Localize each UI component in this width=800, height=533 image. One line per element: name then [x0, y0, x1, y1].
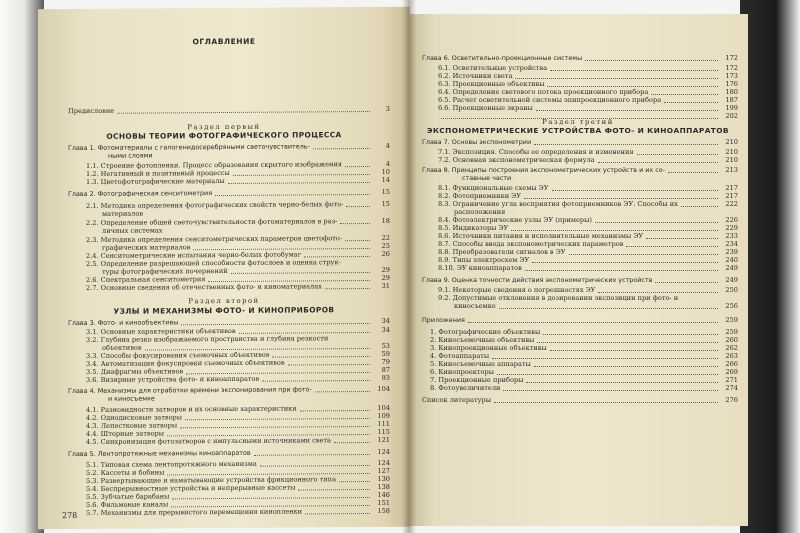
toc-entry: 8.10. ЭУ киноаппаратов: [438, 264, 522, 272]
toc-page-number: 239: [725, 248, 738, 256]
chapter-title: и киносъемке: [108, 394, 155, 403]
toc-page-number: 259: [725, 328, 738, 336]
toc-entry: 8.8. Преобразователи сигналов в ЭУ: [438, 248, 566, 256]
dot-leader: [262, 372, 370, 382]
toc-entry: 8. Фотоувеличители: [430, 384, 501, 392]
toc-page-number: 29: [381, 265, 390, 274]
toc-entry: 5.2. Кассеты и бобины: [86, 468, 165, 477]
dot-leader: [503, 382, 718, 391]
toc-page-number: 158: [377, 506, 390, 515]
toc-entry: 7.2. Основная экспонометрическая формула: [438, 156, 595, 164]
toc-page-number: 25: [381, 241, 390, 250]
toc-page-number: 213: [725, 166, 738, 174]
toc-entry: 8.1. Функциональные схемы ЭУ: [438, 184, 549, 192]
toc-page-number: 3: [385, 104, 390, 113]
toc-page-number: 260: [725, 336, 738, 344]
book-gutter: [402, 0, 416, 533]
chapter-title: Глава 1. Фотоматериалы с галогенидосеребряными светочувствитель-: [68, 142, 310, 153]
toc-entry: объективов: [102, 343, 142, 352]
toc-entry: Предисловие: [68, 106, 115, 116]
toc-page-number: 180: [725, 88, 738, 96]
part-title: ОСНОВЫ ТЕОРИИ ФОТОГРАФИЧЕСКОГО ПРОЦЕССА: [106, 130, 342, 141]
toc-page-number: 87: [381, 365, 390, 374]
toc-page-number: 210: [725, 138, 738, 146]
toc-page-number: 210: [725, 156, 738, 164]
toc-entry: 5.1. Типовая схема лентопротяжного механизма: [86, 459, 257, 469]
part-title: УЗЛЫ И МЕХАНИЗМЫ ФОТО- И КИНОПРИБОРОВ: [113, 305, 335, 316]
toc-entry: 6.6. Проекционные экраны: [438, 104, 533, 112]
chapter-title: ставные части: [462, 174, 512, 182]
toc-entry: 5.4. Беспрерывностные устройства и непрерывные кассеты: [86, 483, 296, 493]
toc-entry: 3.2. Глубина резко изображаемого пространства и глубина резкости: [86, 334, 329, 344]
toc-entry: 6. Кинопроекторы: [430, 368, 494, 376]
toc-entry: 3.3. Способы фокусирования съемочных объективов: [86, 350, 270, 360]
chapter-title: Глава 5. Лентопротяжные механизмы киноаппаратов: [68, 448, 251, 459]
toc-entry: 2.5. Определение разрешающей способности фотослоев и оценка струк-: [86, 258, 341, 268]
toc-entry: 6.1. Осветительные устройства: [438, 64, 548, 72]
toc-page-number: 26: [381, 249, 390, 258]
dot-leader: [228, 174, 370, 184]
toc-page-number: 263: [725, 352, 738, 360]
toc-entry: 3.1. Основные характеристики объективов: [86, 326, 236, 336]
toc-entry: 4.3. Лепестковые затворы: [86, 421, 178, 430]
toc-page-number: 269: [725, 368, 738, 376]
toc-page-number: 240: [725, 256, 738, 264]
toc-page-number: 115: [377, 427, 390, 436]
toc-entry: 5. Киносъемочные аппараты: [430, 360, 531, 368]
part-title: ЭКСПОНОМЕТРИЧЕСКИЕ УСТРОЙСТВА ФОТО- И КИНОАППАРАТОВ: [427, 126, 729, 135]
toc-page-number: 249: [725, 276, 738, 284]
toc-page-number: 18: [381, 216, 390, 225]
section-label: Раздел первый: [187, 122, 261, 132]
toc-page-number: 172: [725, 54, 738, 62]
toc-page-number: 234: [725, 240, 738, 248]
toc-entry: 8.7. Способы ввода экспонометрических параметров: [438, 240, 624, 248]
toc-entry: 5.3. Развертывающие и наматывающие устройства фрикционного типа: [86, 475, 336, 485]
dot-leader: [117, 103, 370, 114]
toc-page-number: 249: [725, 264, 738, 272]
toc-entry: 9.1. Некоторые сведения о погрешностях ЭУ: [438, 286, 596, 294]
toc-entry: 1.3. Цветофотографические материалы: [86, 176, 225, 186]
toc-entry: 9.2. Допустимые отклонения в дозировании экспозиции при фото- и: [438, 294, 679, 302]
dot-leader: [494, 394, 718, 403]
toc-entry: 2.7. Основные сведения об отечественных фото- и киноматериалах: [86, 282, 322, 292]
toc-page-number: 53: [381, 341, 390, 350]
toc-page-number: 79: [381, 357, 390, 366]
dot-leader: [598, 154, 718, 163]
toc-entry: 6.2. Источники света: [438, 72, 513, 80]
toc-entry: 8.4. Фотоэлектрические узлы ЭУ (примеры): [438, 216, 592, 224]
toc-page-number: 29: [381, 273, 390, 282]
toc-page-number: 109: [377, 411, 390, 420]
toc-entry: 4. Фотоаппараты: [430, 352, 490, 360]
toc-entry: 8.2. Фотоприемники ЭУ: [438, 192, 521, 200]
toc-entry: Список литературы: [422, 396, 491, 404]
dot-leader: [468, 314, 718, 323]
toc-page-number: 31: [381, 281, 390, 290]
toc-entry: 8.9. Типы электросхем ЭУ: [438, 256, 530, 264]
toc-page-number: 217: [725, 192, 738, 200]
chapter-title: ными слоями: [108, 151, 153, 160]
toc-page-number: 199: [725, 104, 738, 112]
dot-leader: [304, 248, 370, 257]
toc-page-number: 138: [377, 482, 390, 491]
toc-page-number: 127: [377, 466, 390, 475]
dot-leader: [334, 434, 370, 443]
toc-entry: туры фотографических почернений: [102, 266, 228, 276]
dot-leader: [655, 274, 718, 283]
toc-page-number: 93: [381, 373, 390, 382]
toc-entry: 4.2. Однодисковые затворы: [86, 413, 183, 422]
toc-page-number: 222: [725, 200, 738, 208]
toc-page-number: 10: [381, 167, 390, 176]
toc-page-number: 262: [725, 344, 738, 352]
toc-page-number: 176: [725, 80, 738, 88]
chapter-title: Глава 2. Фотографическая сенситометрия: [68, 189, 213, 199]
book-cover-right: [740, 0, 800, 533]
toc-page-number: 4: [385, 141, 390, 150]
dot-leader: [681, 198, 718, 207]
dot-leader: [254, 446, 370, 456]
toc-entry: 3.6. Визирные устройства фото- и киноаппаратов: [86, 374, 260, 384]
toc-page-number: 15: [381, 187, 390, 196]
left-page: [38, 7, 410, 530]
toc-entry: 2.6. Спектральная сенситометрия: [86, 275, 206, 284]
toc-page-number: 229: [725, 224, 738, 232]
toc-entry: 8.6. Источники питания и исполнительные механизмы ЭУ: [438, 232, 644, 240]
toc-entry: 2.4. Сенситометрические испытания черно-белых фотобумаг: [86, 250, 302, 260]
toc-entry: 1.1. Строение фотопленки. Процесс образования скрытого изображения: [86, 160, 342, 170]
toc-entry: 7. Проекционные приборы: [430, 376, 524, 384]
toc-page-number: 14: [381, 175, 390, 184]
toc-entry: 5.5. Зубчатые барабаны: [86, 492, 170, 501]
toc-entry: 2.1. Методика определения фотографических свойств черно-белых фото-: [86, 200, 344, 210]
toc-entry: 2.2. Определение общей светочувствительности фотоматериалов в раз-: [86, 217, 338, 227]
dot-leader: [315, 383, 370, 392]
toc-page-number: 124: [377, 458, 390, 467]
toc-entry: расположения: [454, 208, 506, 216]
toc-page-number: 226: [725, 216, 738, 224]
chapter-title: Приложения: [422, 316, 465, 324]
toc-page-number: 210: [725, 148, 738, 156]
chapter-title: Глава 4. Механизмы для отработки времени экспонирования при фото-: [68, 385, 312, 396]
right-page: [408, 14, 748, 526]
dot-leader: [346, 198, 370, 207]
section-label: Раздел третий: [542, 118, 614, 126]
dot-leader: [239, 324, 370, 334]
toc-entry: киносъемке: [454, 302, 496, 310]
toc-page-number: 15: [381, 199, 390, 208]
toc-page-number: 250: [725, 286, 738, 294]
toc-page-number: 259: [725, 316, 738, 324]
toc-page-number: 274: [725, 384, 738, 392]
toc-page-number: 111: [377, 419, 390, 428]
toc-page-number: 124: [377, 447, 390, 456]
toc-page-number: 172: [725, 64, 738, 72]
dot-leader: [313, 140, 370, 149]
toc-page-number: 4: [385, 159, 390, 168]
toc-page-number: 104: [377, 403, 390, 412]
toc-page-number: 271: [725, 376, 738, 384]
dot-leader: [668, 164, 718, 173]
toc-entry: 4.5. Синхронизация фотозатворов с импульсными источниками света: [86, 436, 331, 446]
page-heading: ОГЛАВЛЕНИЕ: [192, 36, 256, 47]
toc-page-number: 121: [377, 435, 390, 444]
toc-page-number: 266: [725, 360, 738, 368]
toc-page-number: 202: [725, 112, 738, 120]
toc-page-number: 22: [381, 233, 390, 242]
toc-page-number: 233: [725, 232, 738, 240]
toc-page-number: 104: [377, 384, 390, 393]
dot-leader: [305, 505, 370, 514]
dot-leader: [325, 280, 370, 289]
toc-entry: 1.2. Негативный и позитивный процессы: [86, 168, 230, 178]
toc-entry: 1. Фотографические объективы: [430, 328, 541, 336]
toc-entry: 6.3. Проекционные объективы: [438, 80, 545, 88]
toc-entry: 3.4. Автоматизация фокусировки съемочных объективов: [86, 358, 285, 368]
toc-entry: 5.7. Механизмы для прерывистого перемещения кинопленки: [86, 507, 303, 517]
toc-entry: 5.6. Фильмовые каналы: [86, 500, 169, 509]
toc-entry: 3.5. Диафрагмы объективов: [86, 367, 184, 376]
toc-page-number: 146: [377, 490, 390, 499]
chapter-title: Глава 6. Осветительно-проекционные системы: [422, 54, 583, 62]
toc-page-number: 130: [377, 474, 390, 483]
chapter-title: Глава 3. Фото- и кинообъективы: [68, 318, 179, 328]
toc-entry: 3. Кинопроекционные объективы: [430, 344, 547, 352]
dot-leader: [585, 52, 718, 61]
toc-page-number: 276: [725, 396, 738, 404]
toc-entry: 7.1. Экспозиция. Способы ее определения и изменения: [438, 148, 634, 156]
toc-entry: 4.1. Разновидности затворов и их основные характеристики: [86, 404, 297, 414]
chapter-title: Глава 8. Принципы построения экспонометрических устройств и их со-: [422, 166, 665, 174]
toc-page-number: 34: [381, 316, 390, 325]
toc-entry: 2. Киносъемочные объективы: [430, 336, 535, 344]
toc-entry: 4.4. Шторные затворы: [86, 429, 165, 438]
dot-leader: [525, 262, 718, 271]
toc-page-number: 173: [725, 72, 738, 80]
chapter-title: Глава 9. Оценка точности действия экспонометрических устройств: [422, 276, 653, 284]
toc-page-number: 59: [381, 349, 390, 358]
toc-entry: 2.3. Методика определения сенситометрических параметров цветофото-: [86, 234, 343, 244]
toc-page-number: 256: [725, 302, 738, 310]
page-number: 278: [62, 511, 78, 521]
toc-page-number: 217: [725, 184, 738, 192]
dot-leader: [340, 215, 370, 224]
toc-entry: материалов: [102, 209, 144, 218]
toc-entry: 6.5. Расчет осветительной системы эпипроекционного прибора: [438, 96, 662, 104]
toc-page-number: 151: [377, 498, 390, 507]
toc-entry: 8.3. Ограничение угла восприятия фотоприемников ЭУ. Способы их: [438, 200, 678, 208]
toc-entry: 8.5. Индикаторы ЭУ: [438, 224, 509, 232]
toc-page-number: 187: [725, 96, 738, 104]
toc-entry: личных системах: [102, 226, 163, 235]
section-label: Раздел второй: [188, 296, 260, 306]
toc-entry: 6.4. Определение светового потока проекционного прибора: [438, 88, 649, 96]
dot-leader: [534, 136, 718, 145]
toc-entry: графических материалов: [102, 243, 191, 252]
dot-leader: [499, 300, 718, 309]
dot-leader: [598, 284, 718, 293]
chapter-title: Глава 7. Основы экспонометрии: [422, 138, 532, 146]
dot-leader: [215, 186, 370, 196]
toc-page-number: 34: [381, 325, 390, 334]
